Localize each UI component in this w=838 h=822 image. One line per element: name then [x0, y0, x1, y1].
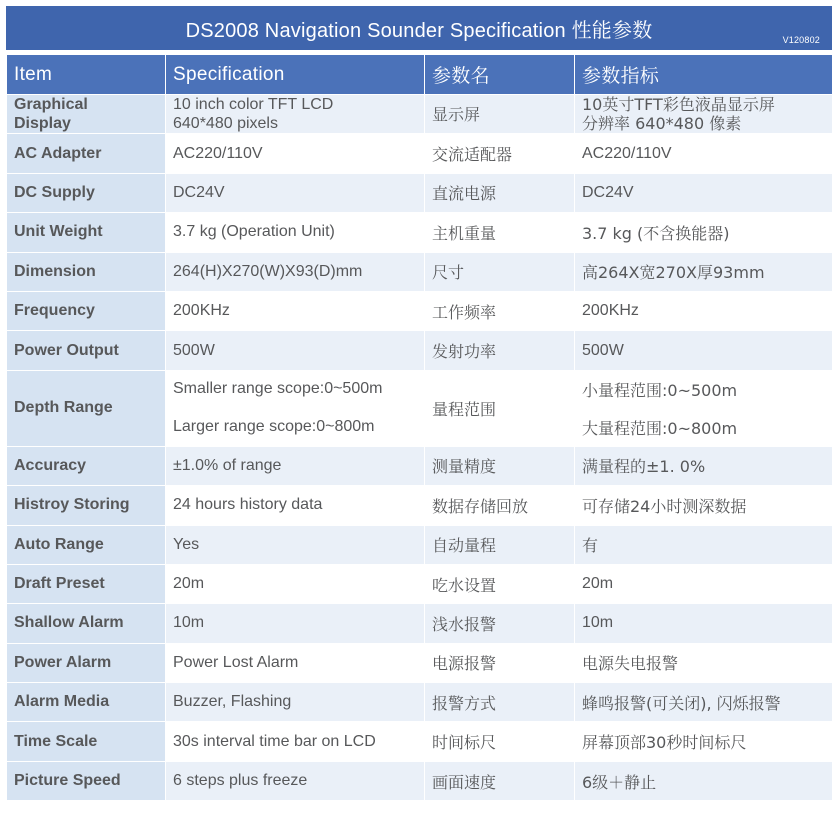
row-spec: 20m [166, 564, 425, 603]
row-item: Power Output [7, 331, 166, 370]
table-row [7, 761, 833, 800]
page-title: DS2008 Navigation Sounder Specification 性能参数 [185, 19, 653, 42]
row-item: Auto Range [7, 525, 166, 564]
row-cn-value: 蜂鸣报警(可关闭), 闪烁报警 [575, 683, 833, 722]
row-cn-name: 吃水设置 [425, 564, 575, 603]
row-cn-name: 直流电源 [425, 173, 575, 212]
row-item: Unit Weight [7, 213, 166, 252]
row-cn-name: 工作频率 [425, 291, 575, 330]
row-item: Dimension [7, 252, 166, 291]
row-spec: 500W [166, 331, 425, 370]
table-row [7, 252, 833, 291]
table-row [7, 486, 833, 525]
title-bar [6, 6, 832, 50]
row-cn-name: 数据存储回放 [425, 486, 575, 525]
row-spec: Smaller range scope:0~500m [166, 370, 425, 408]
table-row [7, 525, 833, 564]
row-spec: 6 steps plus freeze [166, 761, 425, 800]
row-item: Draft Preset [7, 564, 166, 603]
row-spec: Yes [166, 525, 425, 564]
header-cn-name: 参数名 [425, 55, 575, 95]
row-cn-name: 量程范围 [425, 370, 575, 446]
row-cn-value: 有 [575, 525, 833, 564]
table-row [7, 722, 833, 761]
row-spec: Power Lost Alarm [166, 643, 425, 682]
row-cn-value: 大量程范围:0~800m [575, 408, 833, 446]
table-row [7, 331, 833, 370]
row-cn-name: 交流适配器 [425, 134, 575, 173]
row-item: Depth Range [7, 370, 166, 446]
row-spec: 200KHz [166, 291, 425, 330]
table-row [7, 683, 833, 722]
row-cn-value: 200KHz [575, 291, 833, 330]
row-cn-name: 发射功率 [425, 331, 575, 370]
table-row [7, 604, 833, 643]
row-cn-name: 报警方式 [425, 683, 575, 722]
row-cn-name: 时间标尺 [425, 722, 575, 761]
row-cn-name: 主机重量 [425, 213, 575, 252]
row-spec: 10m [166, 604, 425, 643]
table-row [7, 134, 833, 173]
row-spec: Larger range scope:0~800m [166, 408, 425, 446]
row-cn-name: 显示屏 [425, 95, 575, 134]
row-cn-value: 20m [575, 564, 833, 603]
table-row [7, 291, 833, 330]
row-cn-value: 屏幕顶部30秒时间标尺 [575, 722, 833, 761]
row-cn-value: AC220/110V [575, 134, 833, 173]
table-row [7, 446, 833, 485]
table-row [7, 564, 833, 603]
header-item: Item [7, 55, 166, 95]
row-spec: AC220/110V [166, 134, 425, 173]
spec-table [6, 54, 833, 801]
table-row [7, 643, 833, 682]
row-cn-value: 高264X宽270X厚93mm [575, 252, 833, 291]
row-item: Shallow Alarm [7, 604, 166, 643]
row-cn-name: 浅水报警 [425, 604, 575, 643]
row-spec: 10 inch color TFT LCD 640*480 pixels [166, 95, 425, 134]
table-row [7, 95, 833, 134]
version-code: V120802 [782, 35, 820, 45]
table-row [7, 173, 833, 212]
row-item: DC Supply [7, 173, 166, 212]
row-cn-value: 可存储24小时测深数据 [575, 486, 833, 525]
row-item: Time Scale [7, 722, 166, 761]
row-cn-value: 小量程范围:0~500m [575, 370, 833, 408]
row-cn-name: 自动量程 [425, 525, 575, 564]
row-item: Frequency [7, 291, 166, 330]
row-item: AC Adapter [7, 134, 166, 173]
row-cn-value: 6级＋静止 [575, 761, 833, 800]
row-cn-value: 500W [575, 331, 833, 370]
row-cn-value: 10m [575, 604, 833, 643]
row-item: Picture Speed [7, 761, 166, 800]
row-cn-value: DC24V [575, 173, 833, 212]
header-cn-value: 参数指标 [575, 55, 833, 95]
row-item: Histroy Storing [7, 486, 166, 525]
row-spec: 264(H)X270(W)X93(D)mm [166, 252, 425, 291]
row-spec: 3.7 kg (Operation Unit) [166, 213, 425, 252]
row-cn-value: 3.7 kg (不含换能器) [575, 213, 833, 252]
row-spec: ±1.0% of range [166, 446, 425, 485]
row-cn-name: 尺寸 [425, 252, 575, 291]
row-spec: 30s interval time bar on LCD [166, 722, 425, 761]
row-item: Power Alarm [7, 643, 166, 682]
header-specification: Specification [166, 55, 425, 95]
table-row [7, 370, 833, 408]
row-cn-name: 画面速度 [425, 761, 575, 800]
row-cn-value: 10英寸TFT彩色液晶显示屏 分辨率 640*480 像素 [575, 95, 833, 134]
row-cn-name: 测量精度 [425, 446, 575, 485]
row-item: Graphical Display [7, 95, 166, 134]
row-cn-name: 电源报警 [425, 643, 575, 682]
header-row [7, 55, 833, 95]
row-cn-value: 电源失电报警 [575, 643, 833, 682]
table-row [7, 213, 833, 252]
row-spec: 24 hours history data [166, 486, 425, 525]
row-spec: DC24V [166, 173, 425, 212]
row-cn-value: 满量程的±1. 0% [575, 446, 833, 485]
row-spec: Buzzer, Flashing [166, 683, 425, 722]
row-item: Alarm Media [7, 683, 166, 722]
row-item: Accuracy [7, 446, 166, 485]
